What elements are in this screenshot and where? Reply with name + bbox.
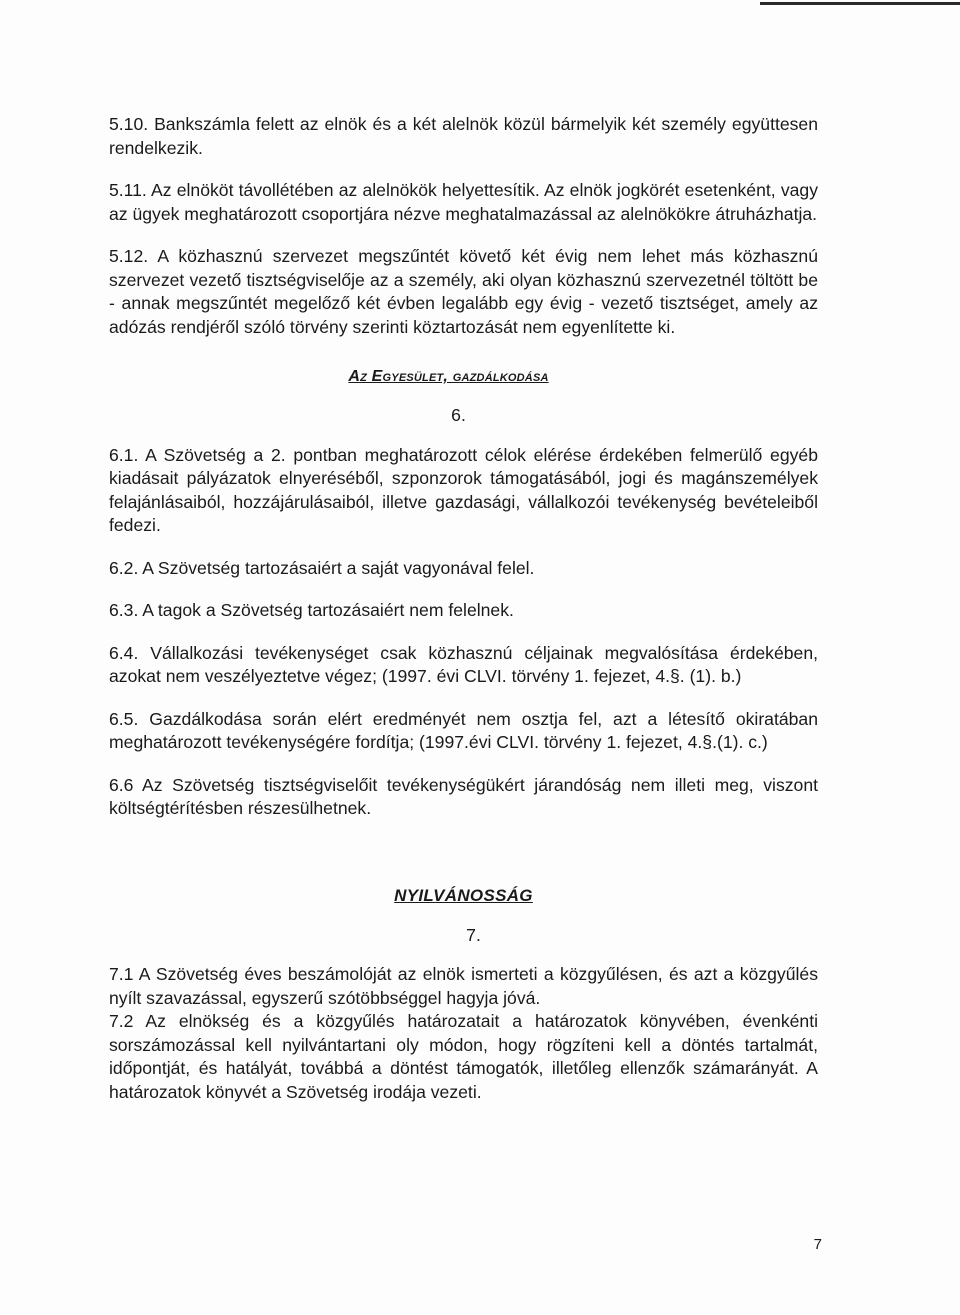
page-number: 7 xyxy=(813,1236,822,1253)
paragraph-7-2: 7.2 Az elnökség és a közgyűlés határozatait a határozatok könyvében, évenkénti sorszámozással kell nyilvántartani oly módon, hogy rögzíteni kell a döntés tartalmát, időpontját, és hatályát, továbbá a döntést támogatók, illetőleg ellenzők számarányát. A határozatok könyvét a Szövetség irodája vezeti. xyxy=(109,1011,818,1102)
paragraph-6-5: 6.5. Gazdálkodása során elért eredményét nem osztja fel, azt a létesítő okiratában meghatározott tevékenységére fordítja; (1997.évi CLVI. törvény 1. fejezet, 4.§.(1). c.) xyxy=(109,708,818,752)
paragraph-6-2: 6.2. A Szövetség tartozásaiért a saját vagyonával felel. xyxy=(109,557,535,578)
document-body xyxy=(109,113,818,1104)
paragraph-6-4: 6.4. Vállalkozási tevékenységet csak közhasznú céljainak megvalósítása érdekében, azokat nem veszélyeztetve végez; (1997. évi CLVI. törvény 1. fejezet, 4.§. (1). b.) xyxy=(109,642,818,686)
paragraph-5-12: 5.12. A közhasznú szervezet megszűntét követő két évig nem lehet más közhasznú szervezet vezető tisztségviselője az a személy, aki olyan közhasznú szervezetnél töltött be - annak megszűntét megelőző két évben legalább egy évig - vezető tisztséget, amely az adózás rendjéről szóló törvény szerinti köztartozását nem egyenlítette ki. xyxy=(109,246,818,337)
scan-edge-line xyxy=(760,2,960,5)
section-6-number: 6. xyxy=(451,405,466,425)
section-6-heading: Az Egyesület, gazdálkodása xyxy=(348,368,549,385)
paragraph-7-1: 7.1 A Szövetség éves beszámolóját az elnök ismerteti a közgyűlésen, és azt a közgyűlés nyílt szavazással, egyszerű szótöbbséggel hagyja jóvá. xyxy=(109,964,818,1008)
paragraph-5-11: 5.11. Az elnököt távollétében az alelnökök helyettesítik. Az elnök jogkörét esetenként, vagy az ügyek meghatározott csoportjára nézve meghatalmazással az alelnökökre átruházhatja. xyxy=(109,180,818,224)
section-7-heading: NYILVÁNOSSÁG xyxy=(394,885,533,905)
paragraph-5-10: 5.10. Bankszámla felett az elnök és a két alelnök közül bármelyik két személy együttesen rendelkezik. xyxy=(109,114,818,158)
section-7-number: 7. xyxy=(466,924,481,945)
paragraph-6-3: 6.3. A tagok a Szövetség tartozásaiért nem felelnek. xyxy=(109,600,514,620)
paragraph-6-6: 6.6 Az Szövetség tisztségviselőit tevékenységükért járandóság nem illeti meg, viszont költségtérítésben részesülhetnek. xyxy=(109,774,818,818)
paragraph-6-1: 6.1. A Szövetség a 2. pontban meghatározott célok elérése érdekében felmerülő egyéb kiadásait pályázatok elnyeréséből, szponzorok támogatásából, jogi és magánszemélyek felajánlásaiból, hozzájárulásaiból, illetve gazdasági, vállalkozói tevékenység bevételeiből fedezi. xyxy=(109,444,818,535)
